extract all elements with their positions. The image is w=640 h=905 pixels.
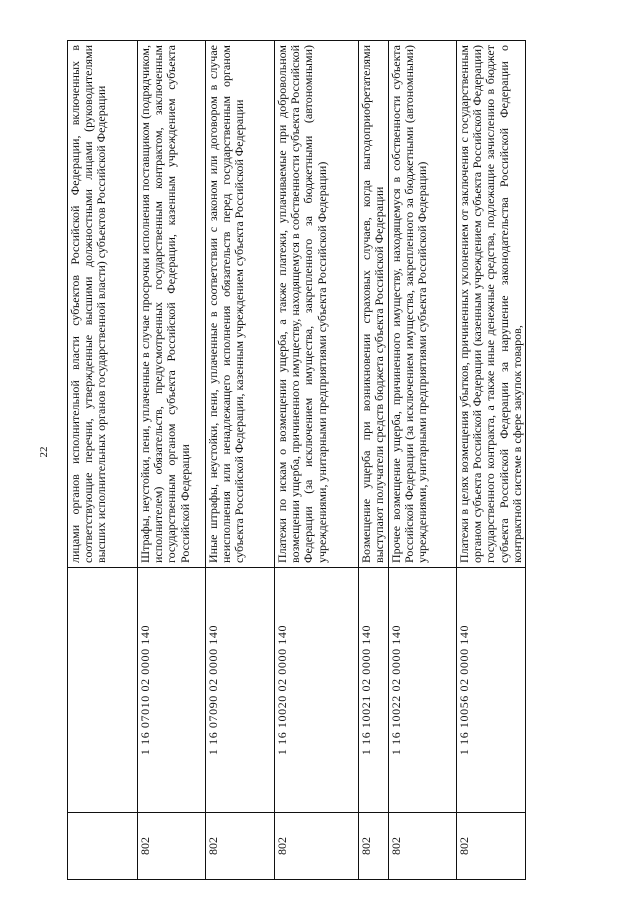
revenue-codes-table xyxy=(67,40,526,880)
admin-code-cell: 802 xyxy=(275,813,359,880)
budget-code-cell xyxy=(68,568,138,813)
page-number: 22 xyxy=(38,446,50,458)
admin-code-cell: 802 xyxy=(389,813,457,880)
budget-code-cell: 1 16 10021 02 0000 140 xyxy=(359,568,389,813)
description-cell: Прочее возмещение ущерба, причиненного имуществу, находящемуся в собственности субъекта Российской Федерации (за исключением имущества, закрепленного за бюджетными (автономными) учреждениями, унитарными предприятиями субъекта Российской Федерации) xyxy=(389,41,457,568)
rotated-page-content xyxy=(67,40,573,880)
budget-code-cell: 1 16 07090 02 0000 140 xyxy=(206,568,275,813)
description-cell: Иные штрафы, неустойки, пени, уплаченные в соответствии с законом или договором в случае неисполнения или ненадлежащего исполнения обязательств перед государственным органом субъекта Российской Федерации, казенным учреждением субъекта Российской Федерации xyxy=(206,41,275,568)
table-row xyxy=(359,41,389,880)
table-row xyxy=(138,41,206,880)
description-cell: лицами органов исполнительной власти субъектов Российской Федерации, включенных в соответствующие перечни, утвержденные высшими должностными лицами (руководителями высших исполнительных органов государственной власти) субъектов Российской Федерации xyxy=(68,41,138,568)
admin-code-cell: 802 xyxy=(359,813,389,880)
description-cell: Платежи в целях возмещения убытков, причиненных уклонением от заключения с государственным органом субъекта Российской Федерации (казенным учреждением субъекта Российской Федерации) государственного контракта, а также иные денежные средства, подлежащие зачислению в бюджет субъекта Российской Федерации за нарушение законодательства Российской Федерации о контрактной системе в сфере закупок товаров, xyxy=(457,41,526,568)
admin-code-cell: 802 xyxy=(138,813,206,880)
budget-code-cell: 1 16 07010 02 0000 140 xyxy=(138,568,206,813)
table-row xyxy=(457,41,526,880)
description-cell: Платежи по искам о возмещении ущерба, а также платежи, уплачиваемые при добровольном возмещении ущерба, причиненного имуществу, находящемуся в собственности субъекта Российской Федерации (за исключением имущества, закрепленного за бюджетными (автономными) учреждениями, унитарными предприятиями субъекта Российской Федерации) xyxy=(275,41,359,568)
description-cell: Штрафы, неустойки, пени, уплаченные в случае просрочки исполнения поставщиком (подрядчиком, исполнителем) обязательств, предусмотренных государственным контрактом, заключенным государственным органом субъекта Российской Федерации, казенным учреждением субъекта Российской Федерации xyxy=(138,41,206,568)
budget-code-cell: 1 16 10022 02 0000 140 xyxy=(389,568,457,813)
admin-code-cell xyxy=(68,813,138,880)
admin-code-cell: 802 xyxy=(206,813,275,880)
table-row xyxy=(275,41,359,880)
budget-code-cell: 1 16 10056 02 0000 140 xyxy=(457,568,526,813)
table-row xyxy=(389,41,457,880)
table-row xyxy=(206,41,275,880)
admin-code-cell: 802 xyxy=(457,813,526,880)
table-row xyxy=(68,41,138,880)
description-cell: Возмещение ущерба при возникновении страховых случаев, когда выгодоприобретателями выступают получатели средств бюджета субъекта Российской Федерации xyxy=(359,41,389,568)
budget-code-cell: 1 16 10020 02 0000 140 xyxy=(275,568,359,813)
